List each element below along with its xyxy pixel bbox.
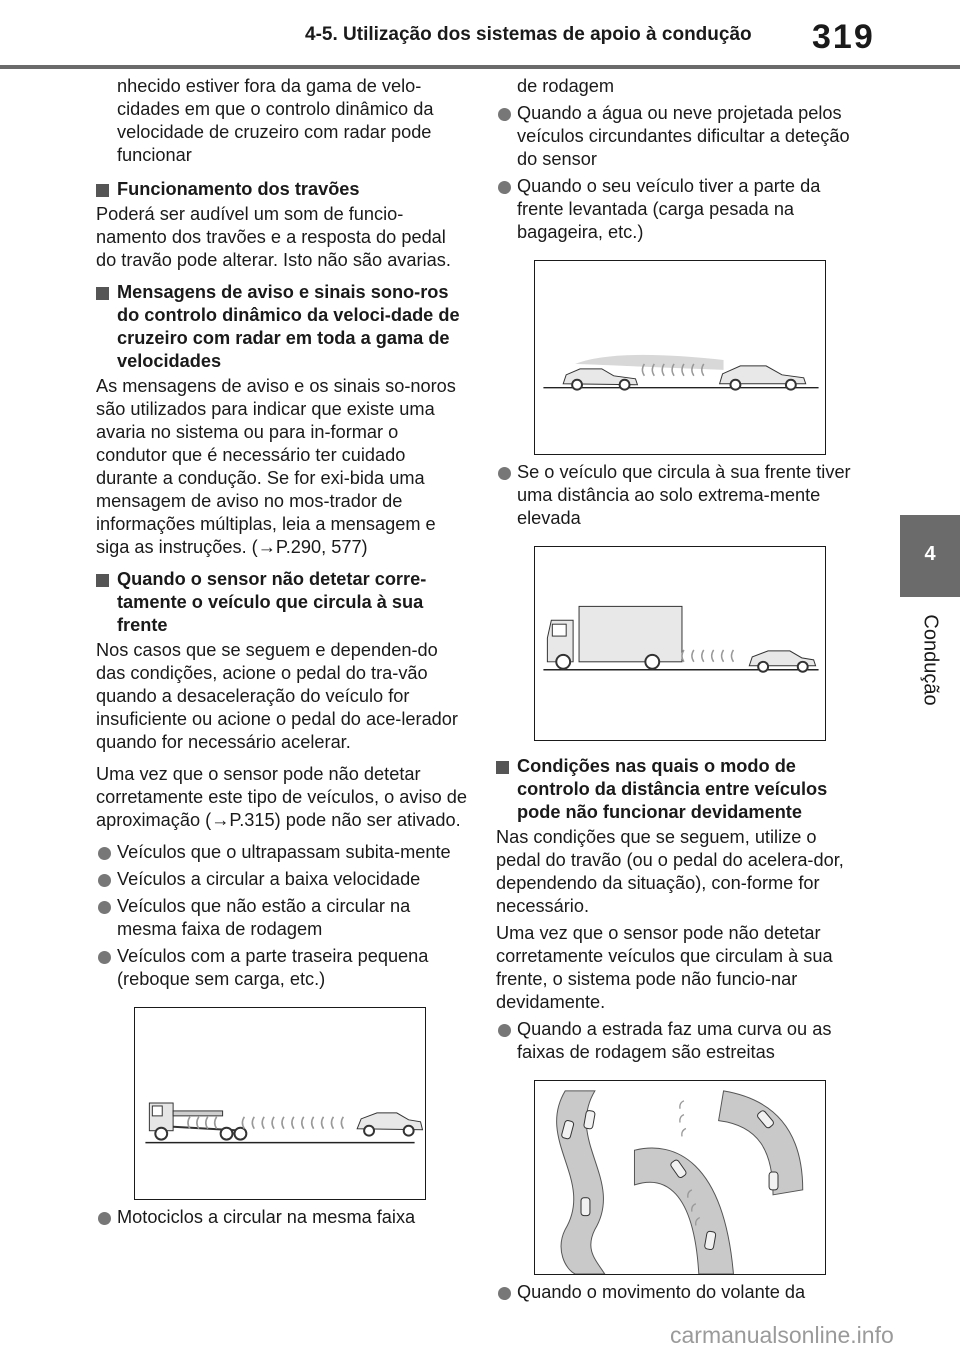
paragraph-sensor-2: Uma vez que o sensor pode não detetar corretamente este tipo de veículos, o aviso de aproximação (→P.315) pode não ser ativado. bbox=[96, 764, 468, 830]
right-column bbox=[496, 75, 866, 1308]
list-item: Quando o seu veículo tiver a parte da frente levantada (carga pesada na bagageira, etc.) bbox=[496, 175, 866, 244]
list-item: Motociclos a circular na mesma faixa bbox=[96, 1206, 468, 1229]
paragraph-warnings: As mensagens de aviso e os sinais so-noros são utilizados para indicar que existe uma avaria no sistema ou para in-formar o condutor que é necessário ter cuidado durante a condução. Se for exi-bida uma mensagem de aviso no mos-trador de informações múltiplas, leia a mensagem e siga as instruções. (→P.290, 577) bbox=[96, 376, 456, 557]
chapter-label-text: Condução bbox=[919, 614, 942, 706]
chapter-label bbox=[908, 605, 952, 715]
curves-illustration bbox=[535, 1081, 825, 1274]
section-title: 4-5. Utilização dos sistemas de apoio à condução bbox=[305, 24, 752, 45]
paragraph-distance-2: Uma vez que o sensor pode não detetar corretamente veículos que circulam à sua frente, o sistema pode não funcio-nar devidamente. bbox=[496, 923, 833, 1012]
watermark: carmanualsonline.info bbox=[670, 1322, 894, 1348]
paragraph-sensor-1: Nos casos que se seguem e dependen-do das condições, acione o pedal do tra-vão quando a desaceleração do veículo for insuficiente ou acione o pedal do ace-lerador quando for necessário acelerar. bbox=[96, 640, 458, 752]
figure-curves bbox=[534, 1080, 826, 1275]
paragraph-brakes: Poderá ser audível um som de funcio-namento dos travões e a resposta do pedal do travão pode alterar. Isto não são avarias. bbox=[96, 204, 451, 270]
paragraph-distance-1: Nas condições que se seguem, utilize o pedal do travão (ou o pedal do acelera-dor, dependendo da situação), con-forme for necessário. bbox=[496, 827, 844, 916]
list-item: Veículos que o ultrapassam subita-mente bbox=[96, 841, 468, 864]
spray-illustration bbox=[535, 261, 825, 454]
figure-truck bbox=[534, 546, 826, 741]
header-rule bbox=[0, 65, 960, 69]
page-number: 319 bbox=[812, 18, 875, 56]
list-item: Quando a estrada faz uma curva ou as faixas de rodagem são estreitas bbox=[496, 1018, 866, 1064]
left-column bbox=[96, 75, 468, 1233]
list-item: Veículos que não estão a circular na mesma faixa de rodagem bbox=[96, 895, 468, 941]
heading-brakes: Funcionamento dos travões bbox=[96, 178, 468, 201]
chapter-number: 4 bbox=[924, 543, 936, 565]
continued-text: de rodagem bbox=[517, 76, 615, 96]
list-item: Veículos com a parte traseira pequena (reboque sem carga, etc.) bbox=[96, 945, 468, 991]
chapter-tab bbox=[900, 515, 960, 597]
heading-warnings: Mensagens de aviso e sinais sono-ros do controlo dinâmico da veloci-dade de cruzeiro com radar em toda a gama de velocidades bbox=[96, 281, 468, 373]
list-item: Veículos a circular a baixa velocidade bbox=[96, 868, 468, 891]
figure-trailer bbox=[134, 1007, 426, 1200]
list-item: Quando o movimento do volante da bbox=[496, 1281, 866, 1304]
list-item: Se o veículo que circula à sua frente tiver uma distância ao solo extrema-mente elevada bbox=[496, 461, 866, 530]
continued-text: nhecido estiver fora da gama de velo-cidades em que o controlo dinâmico da velocidade de cruzeiro com radar pode funcionar bbox=[117, 76, 434, 165]
list-item: Quando a água ou neve projetada pelos veículos circundantes dificultar a deteção do sensor bbox=[496, 102, 866, 171]
trailer-illustration bbox=[135, 1008, 425, 1199]
truck-illustration bbox=[535, 547, 825, 740]
heading-sensor: Quando o sensor não detetar corre-tamente o veículo que circula à sua frente bbox=[96, 568, 468, 637]
heading-distance-mode: Condições nas quais o modo de controlo da distância entre veículos pode não funcionar devidamente bbox=[496, 755, 866, 824]
figure-spray bbox=[534, 260, 826, 455]
